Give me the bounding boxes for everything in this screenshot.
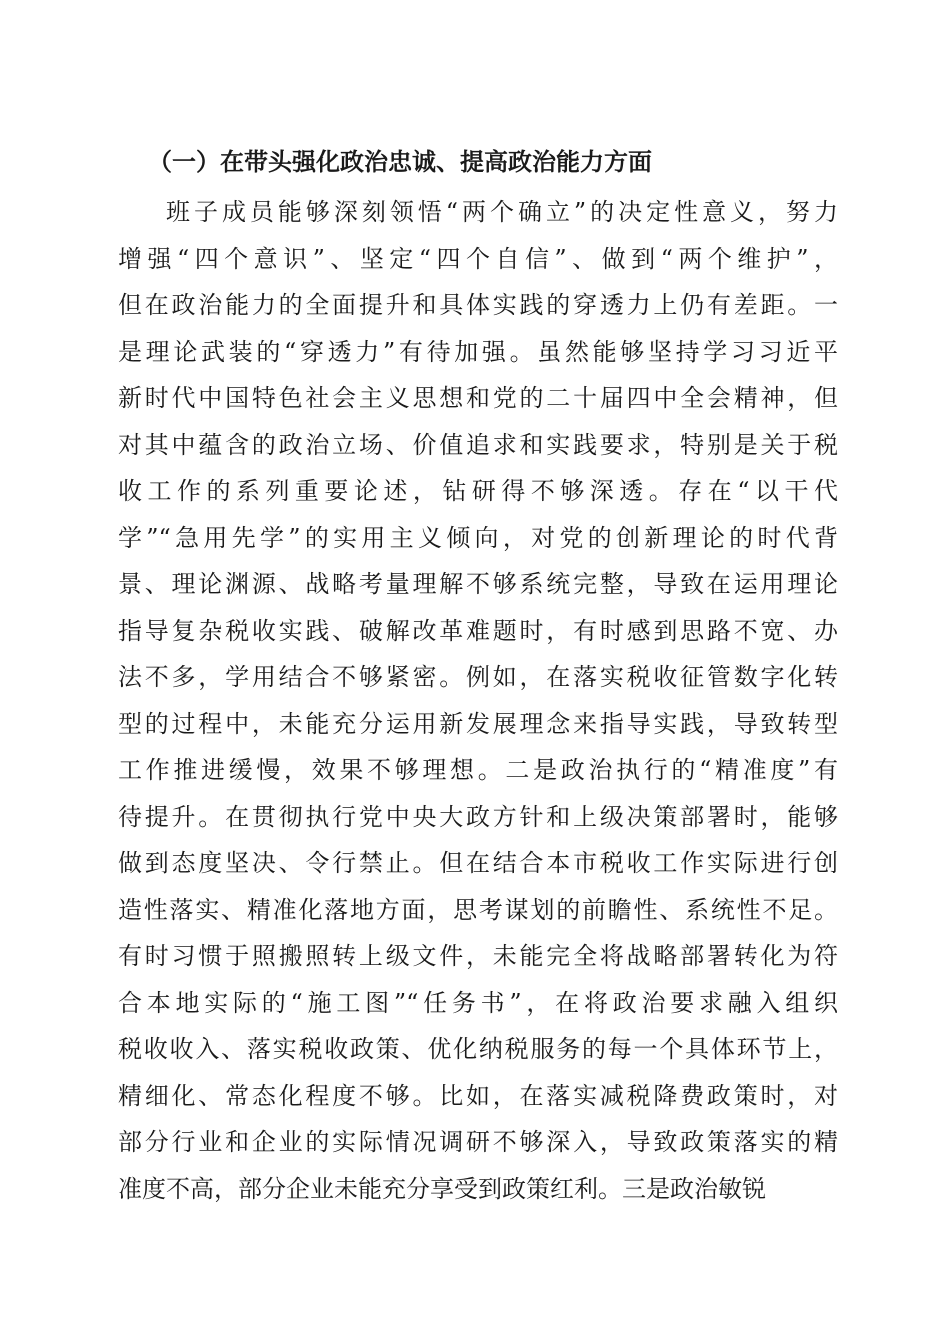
paragraph-line: 做到态度坚决、令行禁止。但在结合本市税收工作实际进行创: [118, 849, 838, 877]
paragraph-line: 合本地实际的“施工图”“任务书”，在将政治要求融入组织: [118, 988, 838, 1017]
paragraph-line: 对其中蕴含的政治立场、价值追求和实践要求，特别是关于税: [118, 430, 838, 459]
section-heading: （一）在带头强化政治忠诚、提高政治能力方面: [148, 147, 652, 176]
paragraph-line: 法不多，学用结合不够紧密。例如，在落实税收征管数字化转: [118, 663, 838, 691]
paragraph-line: 型的过程中，未能充分运用新发展理念来指导实践，导致转型: [118, 709, 838, 738]
paragraph-line: 税收收入、落实税收政策、优化纳税服务的每一个具体环节上，: [118, 1035, 838, 1063]
paragraph-line: 工作推进缓慢，效果不够理想。二是政治执行的“精准度”有: [118, 756, 838, 784]
paragraph-line: 学”“急用先学”的实用主义倾向，对党的创新理论的时代背: [118, 523, 838, 552]
body-paragraph: [118, 189, 838, 1212]
paragraph-line: 准度不高，部分企业未能充分享受到政策红利。三是政治敏锐: [118, 1174, 766, 1203]
paragraph-line: 是理论武装的“穿透力”有待加强。虽然能够坚持学习习近平: [118, 337, 838, 366]
paragraph-line: 指导复杂税收实践、破解改革难题时，有时感到思路不宽、办: [118, 616, 838, 645]
paragraph-line: 造性落实、精准化落地方面，思考谋划的前瞻性、系统性不足。: [118, 895, 838, 924]
paragraph-line: 精细化、常态化程度不够。比如，在落实减税降费政策时，对: [118, 1081, 838, 1110]
paragraph-line: 景、理论渊源、战略考量理解不够系统完整，导致在运用理论: [118, 570, 838, 598]
paragraph-line: 增强“四个意识”、坚定“四个自信”、做到“两个维护”，: [118, 244, 838, 273]
paragraph-line: 部分行业和企业的实际情况调研不够深入，导致政策落实的精: [118, 1128, 838, 1156]
paragraph-line: 收工作的系列重要论述，钻研得不够深透。存在“以干代: [118, 477, 838, 505]
paragraph-line: 但在政治能力的全面提升和具体实践的穿透力上仍有差距。一: [118, 291, 838, 319]
paragraph-line: 班子成员能够深刻领悟“两个确立”的决定性意义，努力: [166, 198, 838, 226]
paragraph-line: 待提升。在贯彻执行党中央大政方针和上级决策部署时，能够: [118, 802, 838, 831]
paragraph-line: 新时代中国特色社会主义思想和党的二十届四中全会精神，但: [118, 384, 838, 412]
paragraph-line: 有时习惯于照搬照转上级文件，未能完全将战略部署转化为符: [118, 942, 838, 970]
